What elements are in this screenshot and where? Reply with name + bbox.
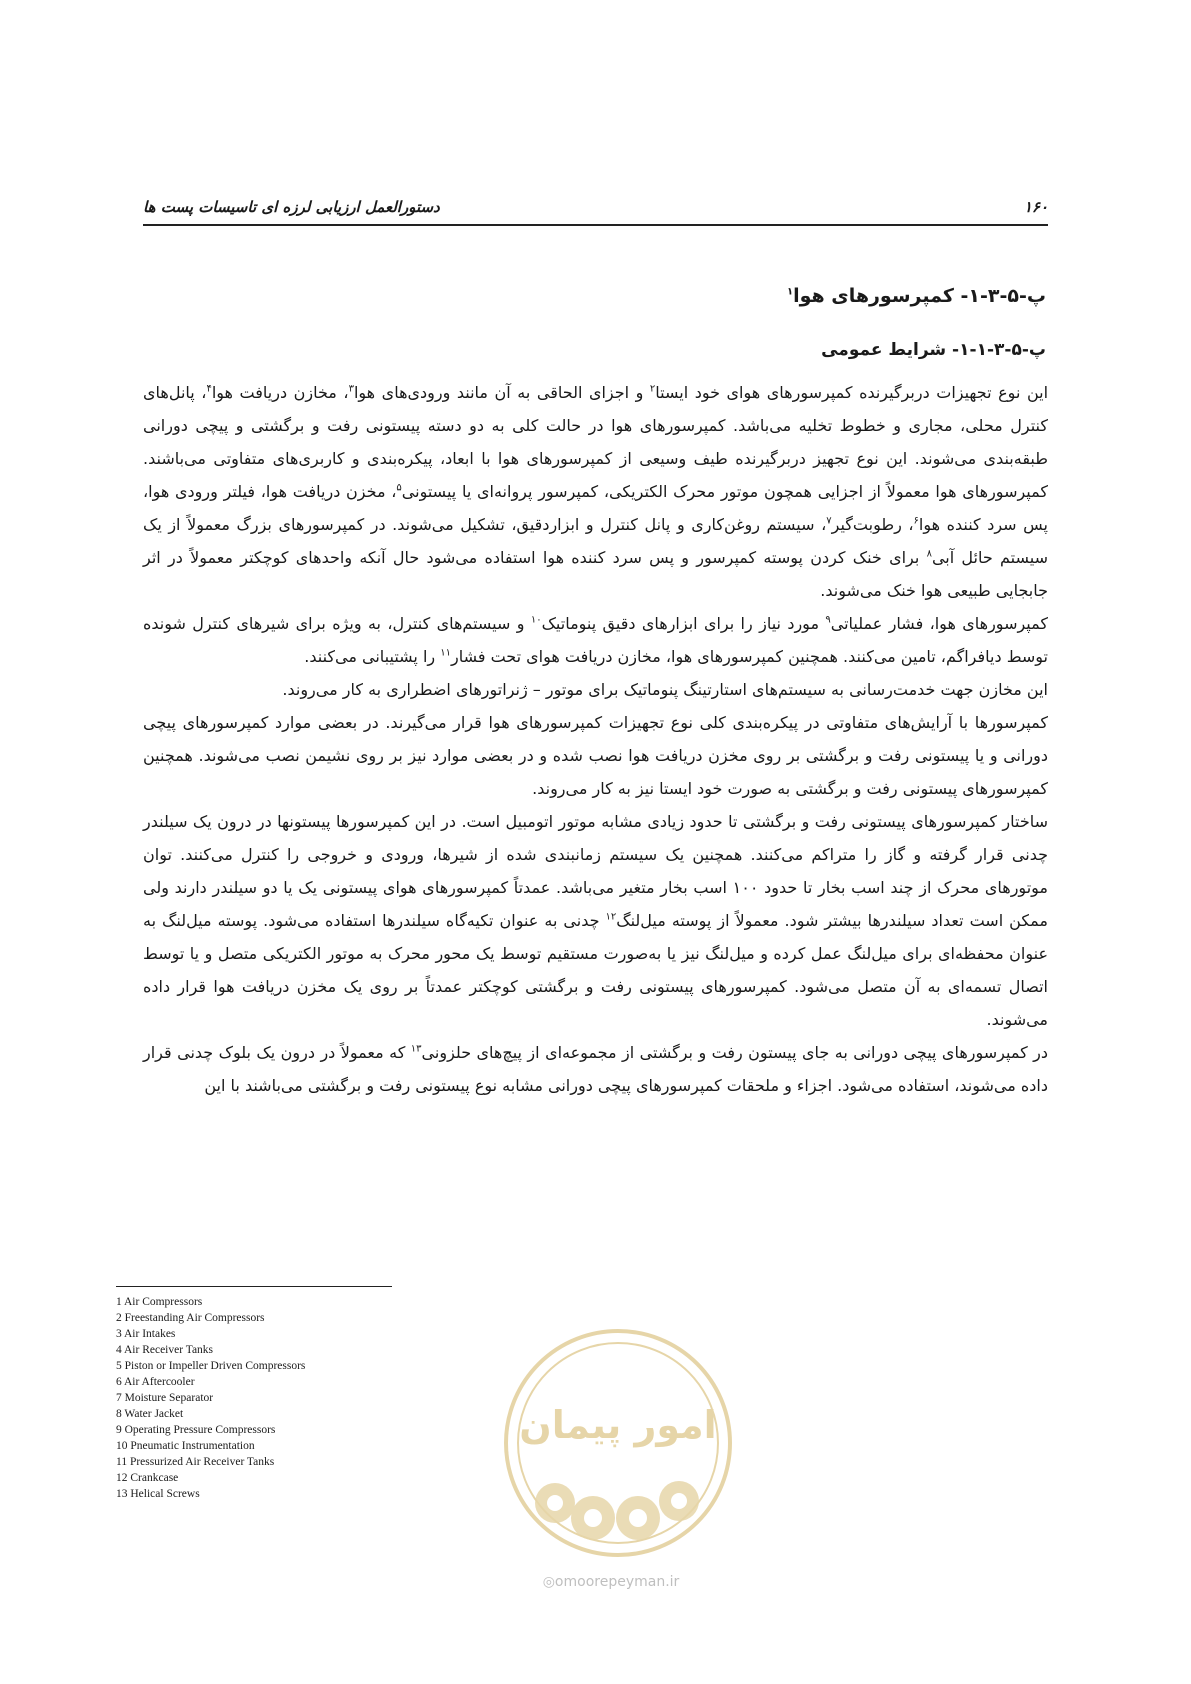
footnote-list bbox=[116, 1294, 305, 1502]
footnote-rule bbox=[116, 1286, 392, 1287]
footnote: 11 Pressurized Air Receiver Tanks bbox=[116, 1456, 275, 1468]
footnote: 5 Piston or Impeller Driven Compressors bbox=[116, 1360, 306, 1372]
footnote: 6 Air Aftercooler bbox=[116, 1376, 195, 1388]
header-rule bbox=[143, 224, 1048, 226]
watermark-logo-text: امور پیمان bbox=[519, 1403, 717, 1447]
paragraph-5: ساختار کمپرسورهای پیستونی رفت و برگشتی تا حدود زیادی مشابه موتور اتومبیل است. در این کمپرسورها پیستونها در درون یک سیلندر چدنی قرار گرفته و گاز را متراکم می‌کنند. همچنین یک سیستم زمانبندی شده از شیرها، ورودی و خروجی را کنترل می‌کنند. توان موتورهای محرک از چند اسب بخار تا حدود ۱۰۰ اسب بخار متغیر می‌باشد. عمدتاً کمپرسورهای هوای پیستونی یک یا دو سیلندر دارند ولی ممکن است تعداد سیلندرها بیشتر شود. معمولاً از پوسته میل‌لنگ$^{۱۲}$ چدنی به عنوان تکیه‌گاه سیلندرها استفاده می‌شود. پوسته میل‌لنگ به عنوان محفظه‌ای برای میل‌لنگ عمل کرده و میل‌لنگ نیز یا به‌صورت مستقیم توسط یک محور محرک به موتور الکتریکی متصل و یا توسط اتصال تسمه‌ای به آن متصل می‌شود. کمپرسورهای پیستونی رفت و برگشتی کوچکتر عمدتاً بر روی یک مخزن دریافت هوا قرار داده می‌شوند. bbox=[143, 812, 1049, 1029]
footnote-ref: ۹ bbox=[825, 614, 831, 626]
footnote-ref: ۸ bbox=[926, 548, 932, 560]
watermark-url: ◎omoorepeyman.ir bbox=[542, 1574, 680, 1590]
paragraph-2: کمپرسورهای هوا، فشار عملیاتی$^۹$ مورد نیاز را برای ابزارهای دقیق پنوماتیک$^{۱۰}$ و سیستم‌های کنترل، به ویژه برای شیرهای کنترل شونده توسط دیافراگم، تامین می‌کنند. همچنین کمپرسورهای هوا، مخازن دریافت هوای تحت فشار$^{۱۱}$ را پشتیبانی می‌کنند. bbox=[143, 614, 1048, 666]
footnote-ref: ۱۰ bbox=[530, 614, 542, 626]
footnote: 8 Water Jacket bbox=[116, 1408, 184, 1420]
paragraph-4: کمپرسورها با آرایش‌های متفاوتی در پیکره‌بندی کلی نوع تجهیزات کمپرسورهای هوا قرار می‌گیرند. در بعضی موارد کمپرسورهای پیچی دورانی و یا پیستونی رفت و برگشتی بر روی مخزن دریافت هوا نصب شده و در بعضی موارد نیز بر روی نشیمن نصب می‌شوند. همچنین کمپرسورهای پیستونی رفت و برگشتی به صورت خود ایستا نیز به کار می‌روند. bbox=[143, 713, 1048, 798]
running-title: دستورالعمل ارزیابی لرزه ای تاسیسات پست ها bbox=[143, 198, 440, 216]
paragraph-3: این مخازن جهت خدمت‌رسانی به سیستم‌های استارتینگ پنوماتیک برای موتور – ژنراتورهای اضطراری به کار می‌روند. bbox=[282, 680, 1048, 699]
globe-icon: ◎ bbox=[542, 1574, 555, 1590]
footnote-ref: ۱۳ bbox=[410, 1043, 422, 1055]
footnote-ref: ۷ bbox=[826, 515, 832, 527]
section-heading: پ-۵-۳-۱- کمپرسورهای هوا$^۱$ bbox=[786, 285, 1046, 307]
watermark-logo-icon bbox=[493, 1318, 743, 1568]
footnote-ref: ۳ bbox=[348, 383, 354, 395]
footnote: 10 Pneumatic Instrumentation bbox=[116, 1440, 255, 1452]
footnote: 2 Freestanding Air Compressors bbox=[116, 1312, 265, 1324]
footnote-ref: ۱۲ bbox=[605, 911, 617, 923]
footnote: 4 Air Receiver Tanks bbox=[116, 1344, 214, 1356]
footnote: 13 Helical Screws bbox=[116, 1488, 200, 1500]
footnote: 1 Air Compressors bbox=[116, 1296, 203, 1308]
paragraph-6: در کمپرسورهای پیچی دورانی به جای پیستون رفت و برگشتی از مجموعه‌ای از پیچ‌های حلزونی$^{۱۳}$ که معمولاً در درون یک بلوک چدنی قرار داده می‌شوند، استفاده می‌شود. اجزاء و ملحقات کمپرسورهای پیچی دورانی مشابه نوع پیستونی رفت و برگشتی می‌باشند با این bbox=[143, 1043, 1049, 1095]
paragraph-1: این نوع تجهیزات دربرگیرنده کمپرسورهای هوای خود ایستا$^۲$ و اجزای الحاقی به آن مانند ورودی‌های هوا$^۳$، مخازن دریافت هوا$^۴$، پانل‌های کنترل محلی، مجاری و خطوط تخلیه می‌باشد. کمپرسورهای هوا در حالت کلی به دو دسته پیستونی رفت و برگشتی و پیچی دورانی طبقه‌بندی می‌شوند. این نوع تجهیز دربرگیرنده طیف وسیعی از کمپرسورهای هوا با ابعاد، پیکره‌بندی و کاربری‌های متفاوتی می‌باشند. کمپرسورهای هوا معمولاً از اجزایی همچون موتور محرک الکتریکی، کمپرسور پروانه‌ای یا پیستونی$^۵$، مخزن دریافت هوا، فیلتر ورودی هوا، پس سرد کننده هوا$^۶$، رطوبت‌گیر$^۷$، سیستم روغن‌کاری و پانل کنترل و ابزاردقیق، تشکیل می‌شوند. در کمپرسورهای بزرگ معمولاً از یک سیستم حائل آبی$^۸$ برای خنک کردن پوسته کمپرسور و پس سرد کننده هوا استفاده می‌شود حال آنکه واحدهای کوچکتر معمولاً در اثر جابجایی طبیعی هوا خنک می‌شوند. bbox=[143, 383, 1049, 600]
footnote: 7 Moisture Separator bbox=[116, 1392, 214, 1404]
page-number: ۱۶۰ bbox=[1023, 198, 1048, 216]
footnote-ref: ۲ bbox=[649, 383, 656, 395]
subsection-heading: پ-۵-۳-۱-۱- شرایط عمومی bbox=[821, 340, 1046, 360]
footnote-ref: ۵ bbox=[396, 482, 402, 494]
running-header bbox=[143, 196, 1048, 224]
footnote-ref: ۱ bbox=[786, 286, 794, 298]
document-body bbox=[143, 280, 1048, 1102]
footnote: 3 Air Intakes bbox=[116, 1328, 176, 1340]
footnote-ref: ۱۱ bbox=[440, 647, 451, 659]
footnote-ref: ۶ bbox=[913, 515, 919, 527]
footnote-ref: ۴ bbox=[206, 383, 212, 395]
footnote: 12 Crankcase bbox=[116, 1472, 179, 1484]
footnote: 9 Operating Pressure Compressors bbox=[116, 1424, 276, 1436]
